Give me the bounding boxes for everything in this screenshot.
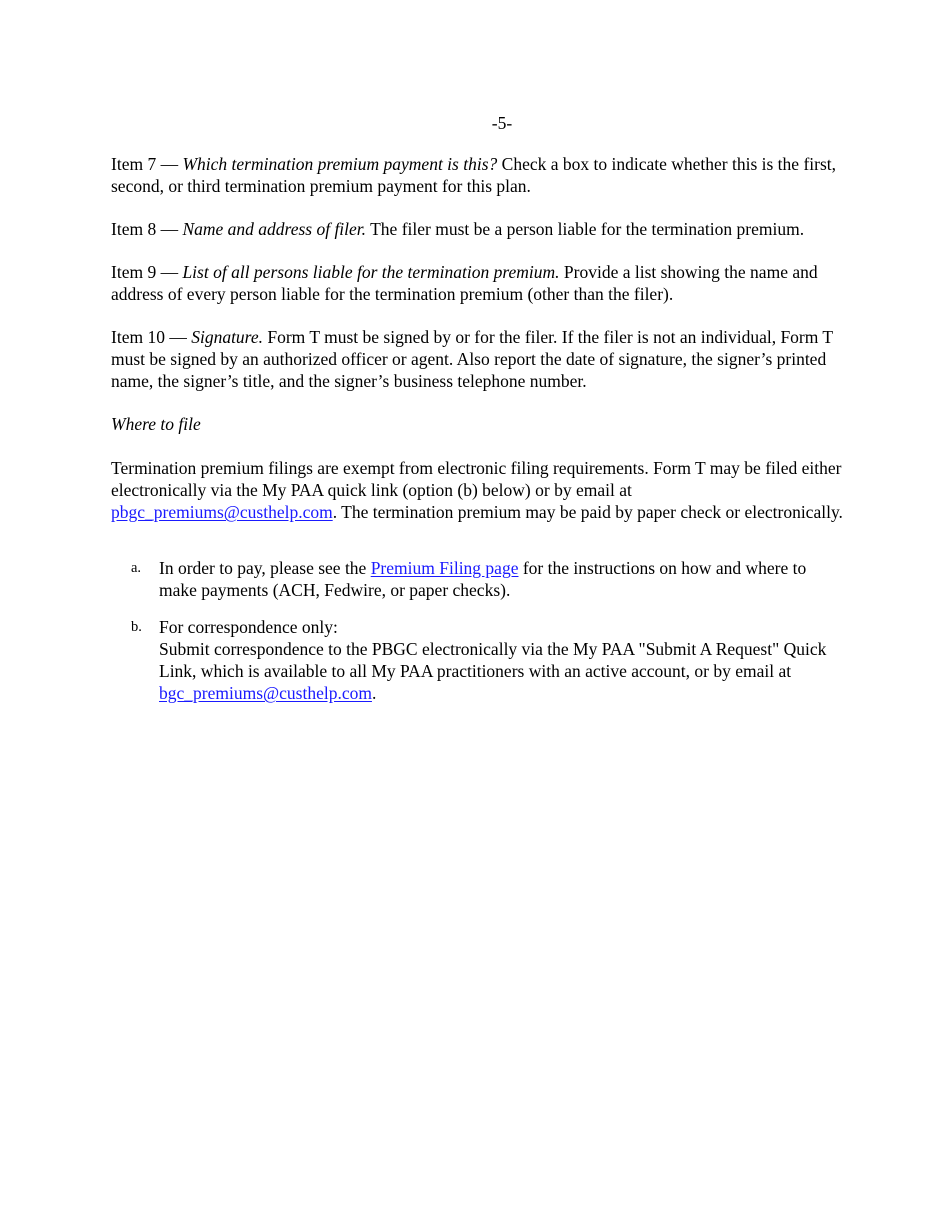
where-to-file-text-after: . The termination premium may be paid by paper check or electronically. (332, 502, 843, 522)
item-10-title: Signature. (191, 327, 263, 347)
item-10-text: Form T must be signed by or for the filer. If the filer is not an individual, Form T must be signed by an authorized officer or agent. Also report the date of signature, the signer’s printed name, the signer’s title, and the signer’s business telephone number. (111, 327, 833, 391)
document-body (111, 153, 846, 719)
item-9-paragraph (111, 261, 846, 305)
item-8-title: Name and address of filer. (182, 219, 367, 239)
item-8-prefix: Item 8 — (111, 219, 183, 239)
correspondence-email-link[interactable]: bgc_premiums@custhelp.com (159, 683, 372, 703)
where-to-file-heading: Where to file (111, 414, 201, 434)
item-7-text: Check a box to indicate whether this is the first, second, or third termination premium payment for this plan. (111, 154, 837, 196)
list-item-b (111, 616, 846, 704)
list-item-b-line1: For correspondence only: (159, 617, 338, 637)
page-number: -5- (491, 113, 513, 133)
item-9-prefix: Item 9 — (111, 262, 183, 282)
item-10-prefix: Item 10 — (111, 327, 192, 347)
item-8-text: The filer must be a person liable for the termination premium. (366, 219, 805, 239)
email-link[interactable]: pbgc_premiums@custhelp.com (111, 502, 333, 522)
premium-filing-page-link[interactable]: Premium Filing page (370, 558, 519, 578)
item-7-prefix: Item 7 — (111, 154, 183, 174)
where-to-file-paragraph (111, 457, 846, 523)
item-9-title: List of all persons liable for the termination premium. (182, 262, 560, 282)
list-item-b-text-before: Submit correspondence to the PBGC electronically via the My PAA "Submit A Request" Quick Link, which is available to all My PAA practitioners with an active account, or by email at (159, 639, 827, 681)
list-marker-a: a. (131, 560, 142, 576)
list-marker-b: b. (131, 619, 142, 635)
item-8-paragraph (111, 218, 846, 240)
item-7-title: Which termination premium payment is this? (182, 154, 498, 174)
list-item-a-text-before: In order to pay, please see the (159, 558, 371, 578)
list-item-a-text-after: for the instructions on how and where to make payments (ACH, Fedwire, or paper checks). (159, 558, 807, 600)
where-to-file-text-before: Termination premium filings are exempt from electronic filing requirements. Form T may be filed either electronically via the My PAA quick link (option (b) below) or by email at (111, 458, 842, 500)
list-item-a (111, 557, 846, 601)
item-9-text: Provide a list showing the name and address of every person liable for the termination premium (other than the filer). (111, 262, 818, 304)
instruction-list (111, 557, 846, 704)
item-7-paragraph (111, 153, 846, 197)
item-10-paragraph (111, 326, 846, 392)
list-item-b-text-after: . (371, 683, 377, 703)
